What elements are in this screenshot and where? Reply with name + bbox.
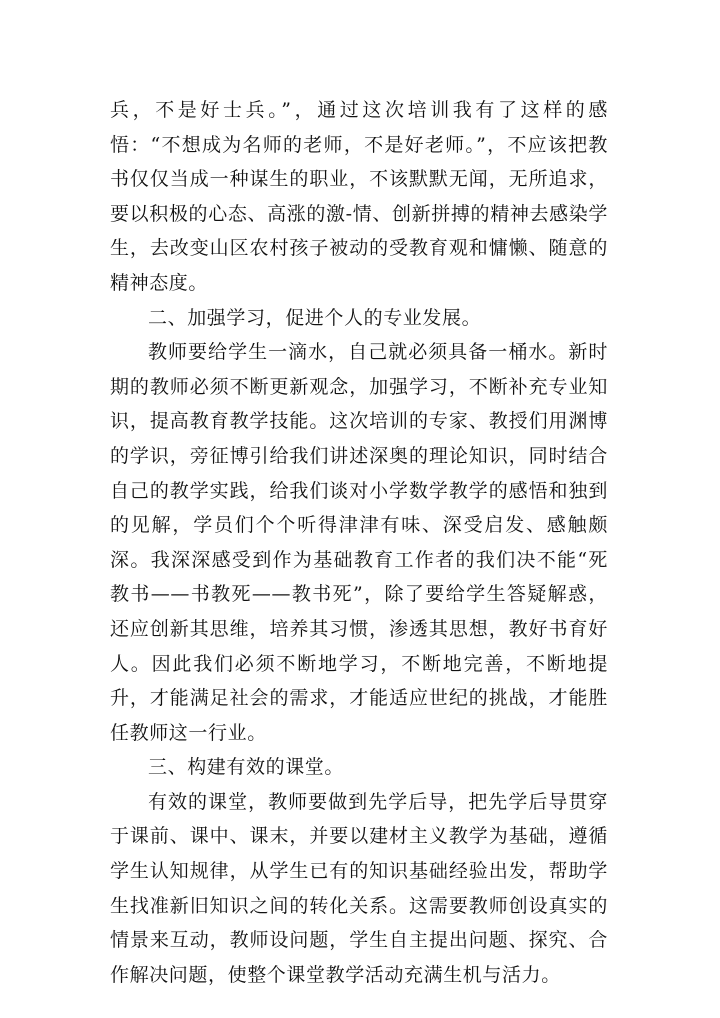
document-body [110,93,608,992]
paragraph-classroom: 有效的课堂，教师要做到先学后导，把先学后导贯穿于课前、课中、课末，并要以建材主义教学为基础，遵循学生认知规律，从学生已有的知识基础经验出发，帮助学生找准新旧知识之间的转化关系。这需要教师创设真实的情景来互动，教师设问题，学生自主提出问题、探究、合作解决问题，使整个课堂教学活动充满生机与活力。 [110,790,608,986]
paragraph-continuation: 兵，不是好士兵。”，通过这次培训我有了这样的感悟：“不想成为名师的老师，不是好老师。”，不应该把教书仅仅当成一种谋生的职业，不该默默无闻，无所追求，要以积极的心态、高涨的激-情、创新拼搏的精神去感染学生，去改变山区农村孩子被动的受教育观和慵懒、随意的精神态度。 [110,99,608,294]
section-heading-2: 二、加强学习，促进个人的专业发展。 [148,306,482,329]
paragraph-learning: 教师要给学生一滴水，自己就必须具备一桶水。新时期的教师必须不断更新观念，加强学习，不断补充专业知识，提高教育教学技能。这次培训的专家、教授们用渊博的学识，旁征博引给我们讲述深奥的理论知识，同时结合自己的教学实践，给我们谈对小学数学教学的感悟和独到的见解，学员们个个听得津津有味、深受启发、感触颇深。我深深感受到作为基础教育工作者的我们决不能“死教书——书教死——教书死”，除了要给学生答疑解惑，还应创新其思维，培养其习惯，渗透其思想，教好书育好人。因此我们必须不断地学习，不断地完善，不断地提升，才能满足社会的需求，才能适应世纪的挑战，才能胜任教师这一行业。 [110,341,608,744]
section-heading-3: 三、构建有效的课堂。 [148,756,345,779]
